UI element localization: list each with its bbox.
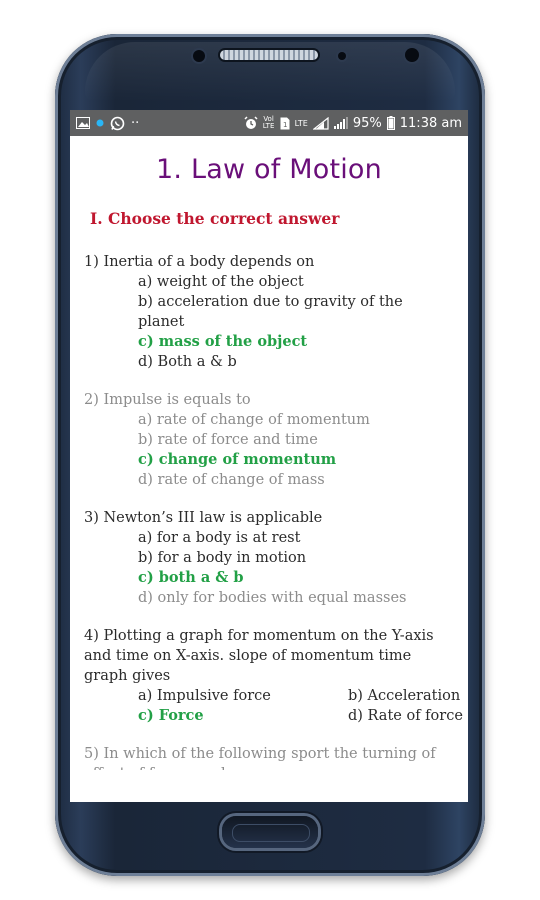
home-button-inner	[232, 824, 310, 842]
lte-icon: LTE	[294, 118, 308, 128]
option-d[interactable]: d) only for bodies with equal masses	[138, 590, 407, 606]
option-d[interactable]: d) Both a & b	[138, 354, 237, 370]
front-sensor	[405, 48, 419, 62]
question-3[interactable]	[84, 508, 468, 608]
section-title: I. Choose the correct answer	[90, 209, 340, 228]
front-camera	[193, 50, 205, 62]
home-button[interactable]	[222, 816, 318, 848]
option-a[interactable]: a) weight of the object	[138, 274, 304, 290]
phone-screen	[70, 110, 468, 802]
battery-icon	[387, 116, 395, 130]
option-c-correct[interactable]: c) both a & b	[138, 569, 244, 586]
phone-frame	[55, 34, 485, 876]
svg-text:1: 1	[282, 120, 288, 129]
question-text: 3) Newton’s III law is applicable	[84, 510, 323, 526]
option-a[interactable]: a) Impulsive force	[138, 688, 271, 704]
status-bar	[70, 110, 468, 136]
earpiece-speaker	[220, 50, 318, 60]
question-text: 2) Impulse is equals to	[84, 392, 251, 408]
question-text: 4) Plotting a graph for momentum on the Y-axis and time on X-axis. slope of momentum time graph gives	[84, 628, 434, 684]
battery-percent: 95%	[352, 115, 382, 131]
option-a[interactable]: a) rate of change of momentum	[138, 412, 370, 428]
question-text: 1) Inertia of a body depends on	[84, 254, 315, 270]
question-text: 5) In which of the following sport the turning of	[84, 746, 436, 762]
alarm-icon	[244, 116, 258, 130]
option-b[interactable]: b) rate of force and time	[138, 432, 318, 448]
sim-icon	[280, 117, 290, 130]
signal-icon	[313, 117, 329, 130]
question-1[interactable]	[84, 252, 468, 372]
option-d[interactable]: d) Rate of force	[348, 708, 463, 724]
image-icon	[76, 117, 90, 129]
content-area	[70, 154, 468, 784]
option-a[interactable]: a) for a body is at rest	[138, 530, 301, 546]
whatsapp-icon	[110, 116, 125, 131]
screen-bottom-fade	[70, 770, 468, 802]
option-b[interactable]: b) Acceleration	[348, 688, 461, 704]
question-2[interactable]	[84, 390, 468, 490]
page-title: 1. Law of Motion	[156, 154, 382, 185]
signal-bars-icon	[334, 117, 348, 129]
option-d[interactable]: d) rate of change of mass	[138, 472, 325, 488]
dot-icon	[96, 119, 104, 127]
option-b[interactable]: b) for a body in motion	[138, 550, 307, 566]
more-icon: ··	[131, 115, 140, 131]
option-c-correct[interactable]: c) Force	[138, 707, 204, 724]
option-c-correct[interactable]: c) mass of the object	[138, 333, 308, 350]
proximity-sensor	[338, 52, 346, 60]
option-c-correct[interactable]: c) change of momentum	[138, 451, 337, 468]
options-grid	[84, 686, 468, 726]
status-time: 11:38 am	[399, 115, 462, 131]
option-b[interactable]: b) acceleration due to gravity of the planet	[138, 294, 403, 330]
question-4[interactable]	[84, 626, 468, 726]
volte-icon: Vol LTE	[262, 115, 275, 130]
